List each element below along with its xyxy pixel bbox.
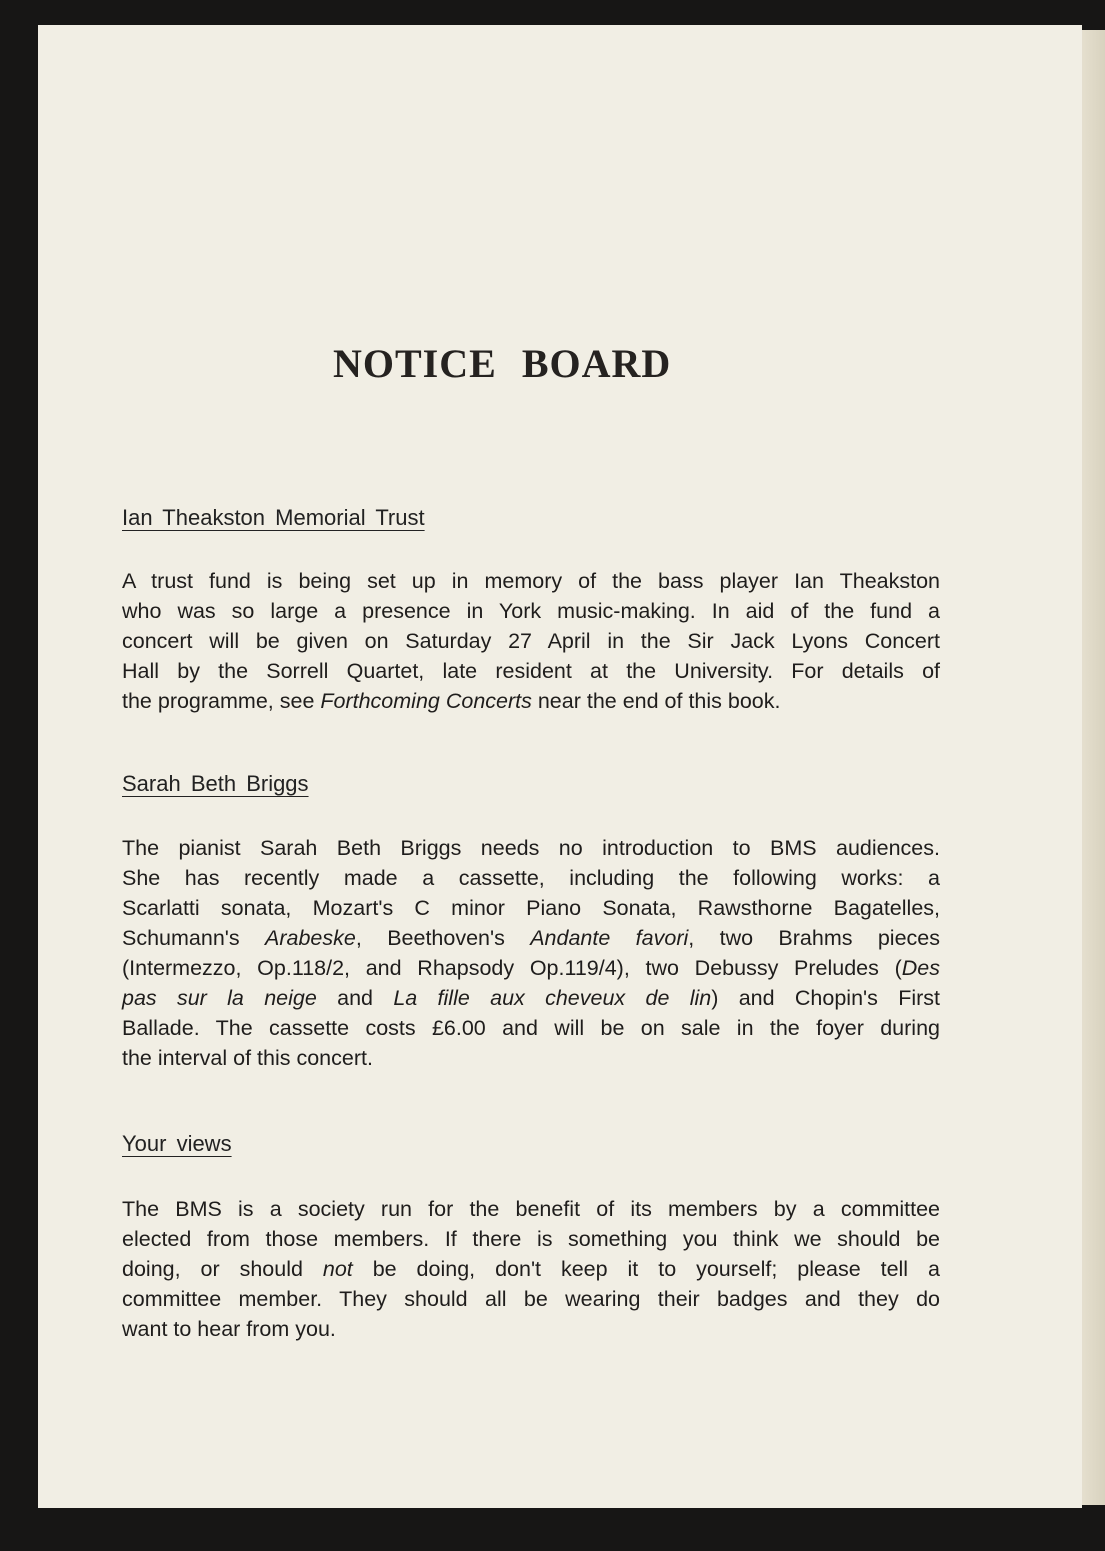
paragraph-line: Scarlatti sonata, Mozart's C minor Piano Sonata, Rawsthorne Bagatelles, <box>122 896 940 920</box>
section-heading-briggs: Sarah Beth Briggs <box>122 771 309 796</box>
paragraph-line: Hall by the Sorrell Quartet, late resident at the University. For details of <box>122 659 940 683</box>
page-title: NOTICE BOARD <box>333 341 672 386</box>
italic-title: Andante favori <box>530 926 689 950</box>
paragraph-line: want to hear from you. <box>122 1317 336 1341</box>
paragraph-line: doing, or should not be doing, don't keep it to yourself; please tell a <box>122 1257 940 1281</box>
paragraph-line: committee member. They should all be wearing their badges and they do <box>122 1287 940 1311</box>
paragraph-line: pas sur la neige and La fille aux cheveux de lin) and Chopin's First <box>122 986 940 1010</box>
paragraph-line: The BMS is a society run for the benefit of its members by a committee <box>122 1197 940 1221</box>
paragraph-line: Ballade. The cassette costs £6.00 and will be on sale in the foyer during <box>122 1016 940 1040</box>
italic-title: La fille aux cheveux de lin <box>393 986 712 1010</box>
paragraph-line: Schumann's Arabeske, Beethoven's Andante favori, two Brahms pieces <box>122 926 940 950</box>
italic-title: Forthcoming Concerts <box>320 689 532 713</box>
paragraph-line: the interval of this concert. <box>122 1046 373 1070</box>
paragraph-line: concert will be given on Saturday 27 April in the Sir Jack Lyons Concert <box>122 629 940 653</box>
italic-title: not <box>322 1257 353 1281</box>
paragraph-line: elected from those members. If there is something you think we should be <box>122 1227 940 1251</box>
section-heading-theakston: Ian Theakston Memorial Trust <box>122 505 425 530</box>
paragraph-briggs <box>122 833 940 1073</box>
paragraph-line: The pianist Sarah Beth Briggs needs no introduction to BMS audiences. <box>122 836 940 860</box>
paragraph-line: (Intermezzo, Op.118/2, and Rhapsody Op.119/4), two Debussy Preludes (Des <box>122 956 940 980</box>
paragraph-theakston <box>122 566 940 716</box>
paragraph-line: She has recently made a cassette, including the following works: a <box>122 866 940 890</box>
section-heading-your-views: Your views <box>122 1131 232 1156</box>
italic-title: Arabeske <box>265 926 356 950</box>
paragraph-line: the programme, see Forthcoming Concerts near the end of this book. <box>122 689 781 713</box>
paragraph-line: A trust fund is being set up in memory of the bass player Ian Theakston <box>122 569 940 593</box>
italic-title: Des <box>901 956 940 980</box>
italic-title: pas sur la neige <box>122 986 317 1010</box>
paragraph-your-views <box>122 1194 940 1344</box>
page-edge <box>1080 30 1105 1505</box>
paragraph-line: who was so large a presence in York music-making. In aid of the fund a <box>122 599 940 623</box>
